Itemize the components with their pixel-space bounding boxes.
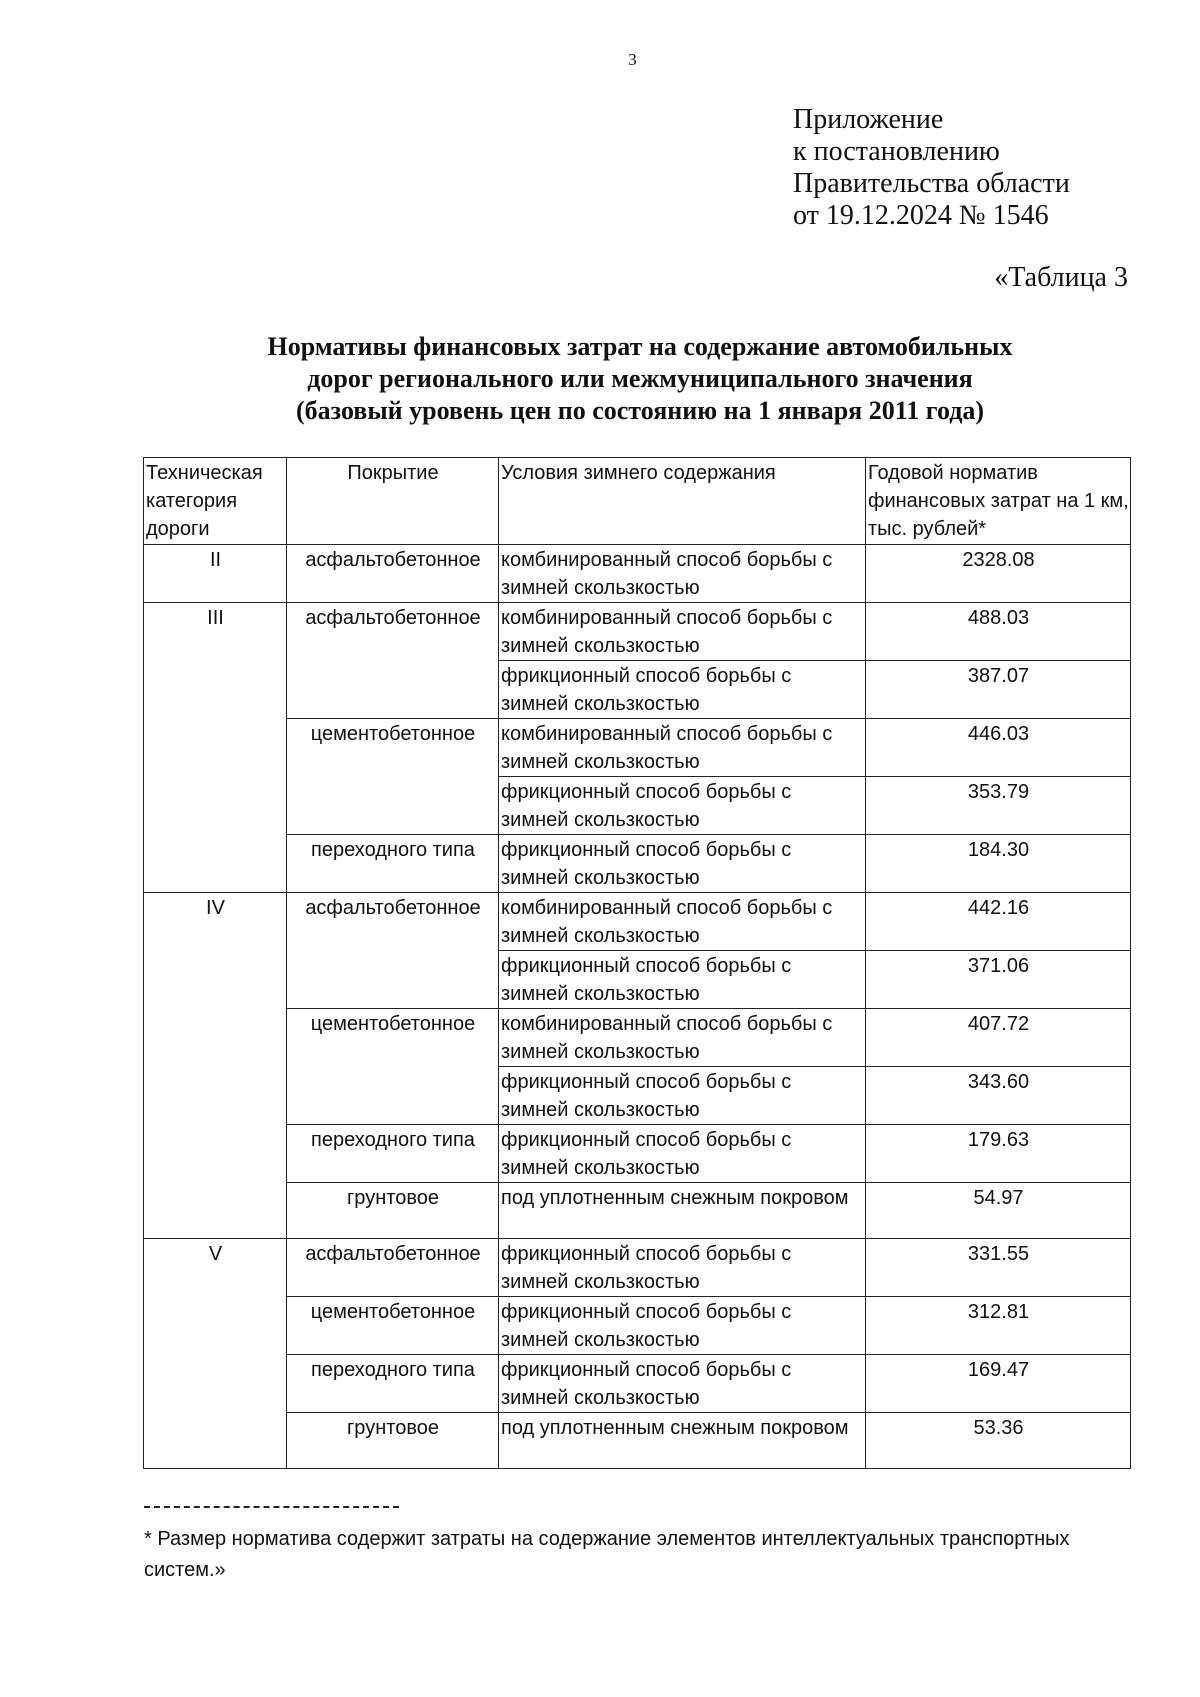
coating-cell: грунтовое (287, 1413, 499, 1469)
value-cell: 488.03 (866, 603, 1131, 661)
header-coating: Покрытие (287, 458, 499, 545)
conditions-cell: под уплотненным снежным покровом (499, 1183, 866, 1239)
conditions-cell: фрикционный способ борьбы с зимней скользкостью (499, 835, 866, 893)
header-category: Техническая категория дороги (144, 458, 287, 545)
table-row (144, 1009, 1131, 1067)
table-row (144, 545, 1131, 603)
conditions-cell: фрикционный способ борьбы с зимней скользкостью (499, 777, 866, 835)
table-row (144, 1355, 1131, 1413)
table-header-row (144, 458, 1131, 545)
coating-cell: цементобетонное (287, 719, 499, 835)
norms-table (143, 457, 1131, 1469)
value-cell: 331.55 (866, 1239, 1131, 1297)
value-cell: 179.63 (866, 1125, 1131, 1183)
conditions-cell: фрикционный способ борьбы с зимней скользкостью (499, 1125, 866, 1183)
table-row (144, 603, 1131, 661)
table-row (144, 1413, 1131, 1469)
coating-cell: асфальтобетонное (287, 1239, 499, 1297)
conditions-cell: комбинированный способ борьбы с зимней скользкостью (499, 1009, 866, 1067)
coating-cell: цементобетонное (287, 1297, 499, 1355)
appendix-line: Приложение (793, 104, 944, 135)
conditions-cell: комбинированный способ борьбы с зимней скользкостью (499, 893, 866, 951)
value-cell: 54.97 (866, 1183, 1131, 1239)
table-row (144, 719, 1131, 777)
table-row (144, 1297, 1131, 1355)
conditions-cell: комбинированный способ борьбы с зимней скользкостью (499, 603, 866, 661)
conditions-cell: фрикционный способ борьбы с зимней скользкостью (499, 1239, 866, 1297)
document-title (140, 331, 1140, 427)
conditions-cell: фрикционный способ борьбы с зимней скользкостью (499, 1355, 866, 1413)
coating-cell: переходного типа (287, 835, 499, 893)
header-norm: Годовой норматив финансовых затрат на 1 км, тыс. рублей* (866, 458, 1131, 545)
page-number: 3 (628, 50, 637, 69)
value-cell: 353.79 (866, 777, 1131, 835)
value-cell: 343.60 (866, 1067, 1131, 1125)
category-cell: IV (144, 893, 287, 1239)
conditions-cell: фрикционный способ борьбы с зимней скользкостью (499, 661, 866, 719)
coating-cell: асфальтобетонное (287, 603, 499, 719)
table-label: «Таблица 3 (994, 262, 1128, 293)
conditions-cell: под уплотненным снежным покровом (499, 1413, 866, 1469)
value-cell: 442.16 (866, 893, 1131, 951)
table-row (144, 835, 1131, 893)
title-line: Нормативы финансовых затрат на содержание автомобильных (267, 332, 1013, 361)
category-cell: II (144, 545, 287, 603)
value-cell: 371.06 (866, 951, 1131, 1009)
coating-cell: асфальтобетонное (287, 893, 499, 1009)
category-cell: III (144, 603, 287, 893)
footnote: * Размер норматива содержит затраты на содержание элементов интеллектуальных транспортных систем.» (144, 1528, 1070, 1581)
table-row (144, 1239, 1131, 1297)
table-row (144, 893, 1131, 951)
title-line: (базовый уровень цен по состоянию на 1 января 2011 года) (295, 396, 985, 425)
category-cell: V (144, 1239, 287, 1469)
coating-cell: переходного типа (287, 1125, 499, 1183)
coating-cell: переходного типа (287, 1355, 499, 1413)
value-cell: 53.36 (866, 1413, 1131, 1469)
conditions-cell: комбинированный способ борьбы с зимней скользкостью (499, 545, 866, 603)
appendix-line: Правительства области (793, 168, 1070, 199)
value-cell: 446.03 (866, 719, 1131, 777)
value-cell: 2328.08 (866, 545, 1131, 603)
footnote-divider (144, 1506, 399, 1508)
value-cell: 387.07 (866, 661, 1131, 719)
table-row (144, 1125, 1131, 1183)
table-row (144, 1183, 1131, 1239)
appendix-block (793, 104, 1070, 232)
coating-cell: цементобетонное (287, 1009, 499, 1125)
appendix-line: к постановлению (793, 136, 1000, 167)
coating-cell: грунтовое (287, 1183, 499, 1239)
conditions-cell: фрикционный способ борьбы с зимней скользкостью (499, 951, 866, 1009)
value-cell: 169.47 (866, 1355, 1131, 1413)
value-cell: 312.81 (866, 1297, 1131, 1355)
conditions-cell: фрикционный способ борьбы с зимней скользкостью (499, 1297, 866, 1355)
conditions-cell: фрикционный способ борьбы с зимней скользкостью (499, 1067, 866, 1125)
conditions-cell: комбинированный способ борьбы с зимней скользкостью (499, 719, 866, 777)
coating-cell: асфальтобетонное (287, 545, 499, 603)
appendix-line: от 19.12.2024 № 1546 (793, 200, 1049, 231)
value-cell: 184.30 (866, 835, 1131, 893)
value-cell: 407.72 (866, 1009, 1131, 1067)
header-conditions: Условия зимнего содержания (499, 458, 866, 545)
title-line: дорог регионального или межмуниципального значения (307, 364, 973, 393)
